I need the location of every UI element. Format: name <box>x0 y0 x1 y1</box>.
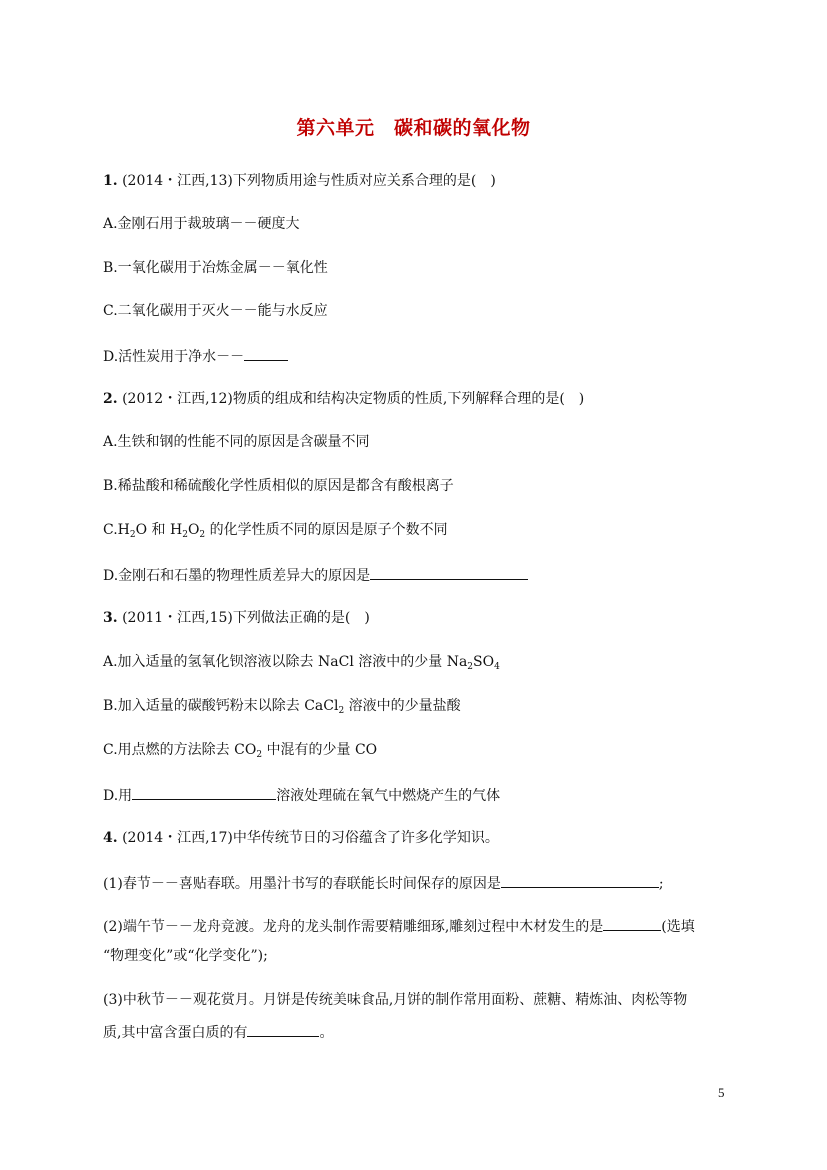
subscript: 4 <box>494 662 500 672</box>
option-text: A.加入适量的氢氧化钡溶液以除去 NaCl 溶液中的少量 Na <box>103 654 468 670</box>
part-text: ; <box>658 876 664 892</box>
subscript: 2 <box>199 530 206 540</box>
option-text: C.用点燃的方法除去 CO <box>103 742 257 758</box>
answer-blank[interactable] <box>247 1021 319 1037</box>
question-1-option-d <box>103 345 288 367</box>
option-text: 的化学性质不同的原因是原子个数不同 <box>205 522 448 538</box>
part-text: (1)春节－－喜贴春联。用墨汁书写的春联能长时间保存的原因是 <box>103 876 501 892</box>
part-text: 质,其中富含蛋白质的有 <box>103 1025 248 1041</box>
question-4-stem <box>103 828 499 848</box>
question-1-number: 1. <box>103 173 118 189</box>
option-text: 中混有的少量 CO <box>262 742 378 758</box>
question-2-text: (2012・江西,12)物质的组成和结构决定物质的性质,下列解释合理的是( ) <box>117 391 585 407</box>
question-3-text: (2011・江西,15)下列做法正确的是( ) <box>117 610 370 626</box>
question-4-part-2-line-2: “物理变化”或“化学变化”); <box>103 948 268 964</box>
question-2-option-d <box>103 564 528 586</box>
question-3-option-b <box>103 696 461 716</box>
question-2-option-a: A.生铁和钢的性能不同的原因是含碳量不同 <box>103 434 370 450</box>
answer-blank[interactable] <box>132 784 276 800</box>
answer-blank[interactable] <box>244 345 288 361</box>
question-4-text: (2014・江西,17)中华传统节日的习俗蕴含了许多化学知识。 <box>117 830 499 846</box>
subscript: 2 <box>182 530 188 540</box>
question-1-text: (2014・江西,13)下列物质用途与性质对应关系合理的是( ) <box>117 173 496 189</box>
question-2-stem <box>103 389 584 409</box>
option-text: D.用 <box>103 788 133 804</box>
question-4-part-2 <box>103 915 695 937</box>
option-text: B.加入适量的碳酸钙粉末以除去 CaCl <box>103 698 339 714</box>
subscript: 2 <box>338 706 345 716</box>
subscript: 2 <box>129 530 136 540</box>
question-2-option-b: B.稀盐酸和稀硫酸化学性质相似的原因是都含有酸根离子 <box>103 478 454 494</box>
option-text: C.H <box>103 522 130 538</box>
question-4-number: 4. <box>103 830 118 846</box>
option-text: SO <box>473 654 495 670</box>
page-title: 第六单元 碳和碳的氧化物 <box>296 117 531 139</box>
question-1-option-c: C.二氧化碳用于灭火－－能与水反应 <box>103 303 328 319</box>
question-1-option-d-text: D.活性炭用于净水－－ <box>103 349 245 365</box>
question-3-stem <box>103 608 370 628</box>
question-4-part-3: (3)中秋节－－观花赏月。月饼是传统美味食品,月饼的制作常用面粉、蔗糖、精炼油、肉松等物 <box>103 992 688 1008</box>
question-3-option-c <box>103 740 377 760</box>
option-text: O <box>187 522 200 538</box>
question-3-option-d <box>103 784 500 806</box>
question-3-number: 3. <box>103 610 118 626</box>
question-1-option-b: B.一氧化碳用于冶炼金属－－氧化性 <box>103 260 328 276</box>
subscript: 2 <box>467 662 474 672</box>
question-1-stem <box>103 171 496 191</box>
question-3-option-a <box>103 652 500 672</box>
question-4-part-1 <box>103 872 664 894</box>
page-number: 5 <box>718 1085 725 1100</box>
option-text: O 和 H <box>135 522 183 538</box>
question-2-option-d-text: D.金刚石和石墨的物理性质差异大的原因是 <box>103 568 371 584</box>
answer-blank[interactable] <box>603 915 661 931</box>
part-text: (选填 <box>661 919 695 935</box>
answer-blank[interactable] <box>501 872 659 888</box>
option-text: 溶液中的少量盐酸 <box>344 698 461 714</box>
answer-blank[interactable] <box>370 564 528 580</box>
subscript: 2 <box>256 750 263 760</box>
part-text: 。 <box>319 1025 334 1041</box>
question-4-part-3-line-2 <box>103 1021 333 1043</box>
part-text: (2)端午节－－龙舟竞渡。龙舟的龙头制作需要精雕细琢,雕刻过程中木材发生的是 <box>103 919 604 935</box>
question-2-number: 2. <box>103 391 118 407</box>
question-2-option-c <box>103 520 448 540</box>
option-text: 溶液处理硫在氧气中燃烧产生的气体 <box>276 788 501 804</box>
question-1-option-a: A.金刚石用于裁玻璃－－硬度大 <box>103 216 300 232</box>
